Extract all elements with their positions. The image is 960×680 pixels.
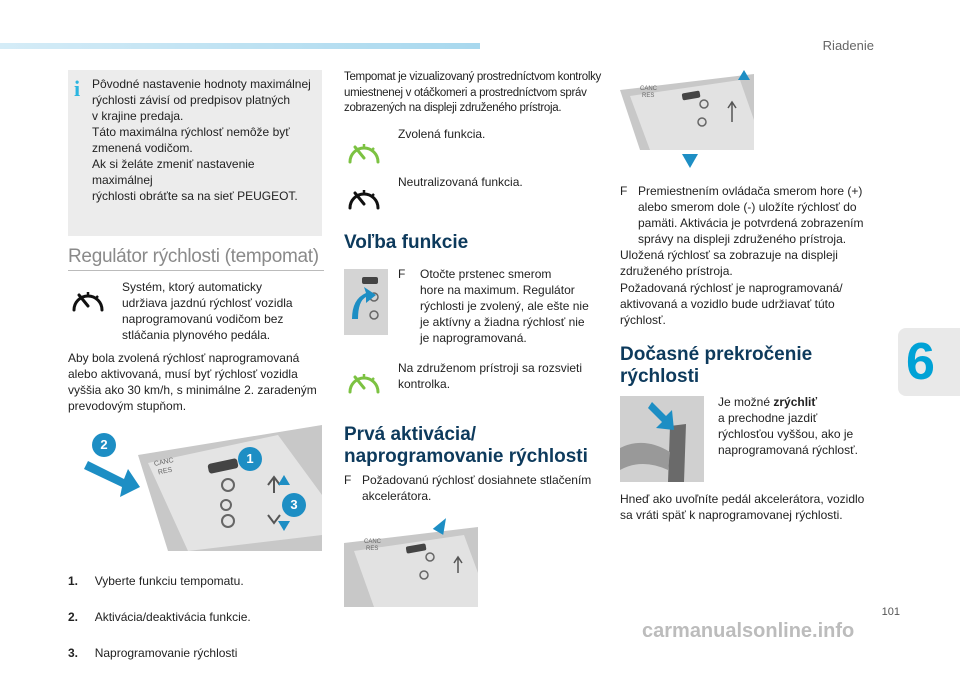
stalk-illustration-accelerate xyxy=(344,513,478,607)
section-heading-prva-aktivacia: Prvá aktivácia/ naprogramovanie rýchlosti xyxy=(344,424,588,467)
callout-3: 3 xyxy=(290,497,298,512)
res-label: RES xyxy=(642,93,655,99)
watermark: carmanualsonline.info xyxy=(642,620,855,642)
temporary-exceed-text: Je možné zrýchliť a prechodne jazdiť rýchlosťou vyššou, ako je naprogramovaná rýchlosť. xyxy=(718,395,858,457)
section-heading-regulator: Regulátor rýchlosti (tempomat) xyxy=(68,246,319,267)
bullet-glyph: F xyxy=(398,267,406,281)
info-text: Pôvodné nastavenie hodnoty maximálnej rýchlosti závisí od predpisov platných v krajine predaja. Táto maximálna rýchlosť nemôže byť zmenená vodičom. Ak si želáte zmeniť nastavenie maximálnej rýchlosti obráťte sa na sieť PEUGEOT. xyxy=(92,77,311,203)
accelerator-pedal-illustration xyxy=(620,396,704,482)
store-bullet-text: Premiestnením ovládača smerom hore (+) alebo smerom dole (-) uložíte rýchlosť do pamäti. Aktivácia je potvrdená zobrazením správy na displeji združeného prístroja. xyxy=(638,184,864,246)
list-item: 3. Naprogramovanie rýchlosti xyxy=(68,646,238,660)
selected-indicator-icon xyxy=(344,136,384,170)
section-heading-volba: Voľba funkcie xyxy=(344,232,469,253)
lamp-indicator-icon xyxy=(344,366,384,400)
maintained-speed-text: Požadovaná rýchlosť je naprogramovaná/ aktivovaná a vozidlo bude udržiavať túto rýchlosť. xyxy=(620,281,843,327)
selected-text: Zvolená funkcia. xyxy=(398,127,486,141)
stalk-illustration-main xyxy=(68,425,322,551)
tempomat-visualization-intro: Tempomat je vizualizovaný prostredníctvom kontrolky umiestnenej v otáčkomeri a prostredníctvom správ zobrazených na displeji združeného prístroja. xyxy=(344,71,601,115)
prva-bullet-text: Požadovanú rýchlosť dosiahnete stlačením akcelerátora. xyxy=(362,473,592,503)
list-item: 1. Vyberte funkciu tempomatu. xyxy=(68,574,244,588)
header-accent-bar xyxy=(0,43,480,49)
cruise-control-icon xyxy=(68,284,108,318)
lamp-text: Na združenom prístroji sa rozsvieti kontrolka. xyxy=(398,361,583,391)
regulator-intro: Systém, ktorý automaticky udržiava jazdnú rýchlosť vozidla naprogramovanú vodičom bez stláčania plynového pedála. xyxy=(122,280,293,342)
heading-underline xyxy=(68,270,324,271)
callout-1: 1 xyxy=(246,451,254,466)
page-number: 101 xyxy=(881,606,900,618)
res-label: RES xyxy=(157,466,173,477)
neutralized-indicator-icon xyxy=(344,182,384,216)
release-text: Hneď ako uvoľníte pedál akcelerátora, vozidlo sa vráti späť k naprogramovanej rýchlosti. xyxy=(620,492,865,522)
res-label: RES xyxy=(366,546,379,552)
canc-label: CANC xyxy=(364,539,382,545)
numbered-list xyxy=(68,554,328,680)
stored-speed-text: Uložená rýchlosť sa zobrazuje na displeji združeného prístroja. xyxy=(620,248,838,278)
neutralized-text: Neutralizovaná funkcia. xyxy=(398,175,523,189)
info-icon: i xyxy=(74,76,81,101)
list-item: 2. Aktivácia/deaktivácia funkcie. xyxy=(68,610,251,624)
regulator-condition: Aby bola zvolená rýchlosť naprogramovaná alebo aktivovaná, musí byť rýchlosť vozidla vyššia ako 30 km/h, s minimálne 2. zaradeným prevodovým stupňom. xyxy=(68,351,317,413)
chapter-number: 6 xyxy=(906,333,935,391)
section-heading-docasne: Dočasné prekročenie rýchlosti xyxy=(620,344,813,387)
bullet-glyph: F xyxy=(344,473,352,487)
canc-label: CANC xyxy=(640,86,658,92)
section-title: Riadenie xyxy=(822,38,874,53)
callout-2: 2 xyxy=(100,437,108,452)
ring-illustration xyxy=(344,269,388,335)
volba-bullet-text: Otočte prstenec smerom hore na maximum. Regulátor rýchlosti je zvolený, ale ešte nie je aktívny a žiadna rýchlosť nie je naprogramovaná. xyxy=(420,267,589,345)
canc-label: CANC xyxy=(153,457,175,468)
stalk-illustration-store xyxy=(620,70,754,168)
bullet-glyph: F xyxy=(620,184,628,198)
